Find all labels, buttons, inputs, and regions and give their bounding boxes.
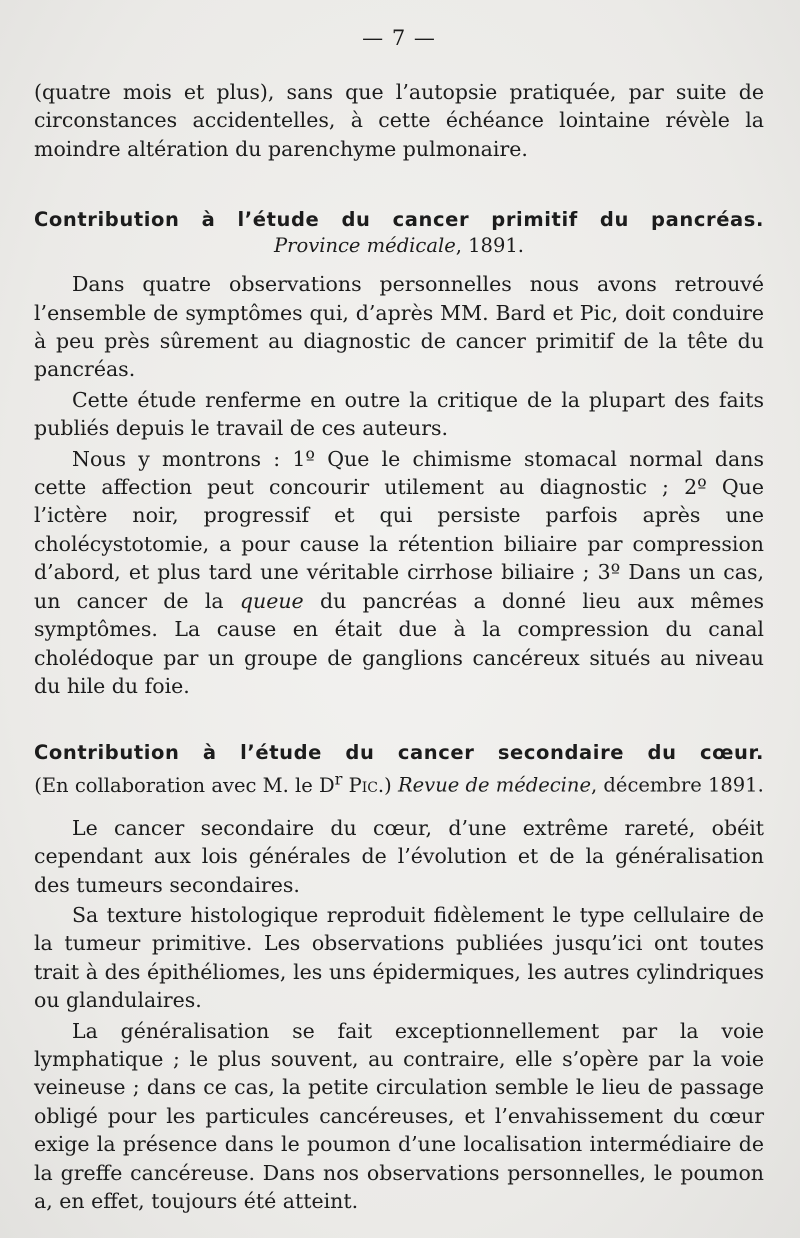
collab-name: Pic.): [342, 773, 392, 797]
text-run: Nous y montrons : 1º Que le chimisme stomacal normal dans cette affection peut concourir utilement au diagnostic ; 2º Que l’ictère noir, progressif et qui persiste parfois après une cholécystotomie, a pour cause la rétention biliaire par compression d’abord, et plus tard une véritable cirrhose biliaire ; 3º Dans un cas, un cancer de la: [34, 446, 764, 613]
opening-paragraph: (quatre mois et plus), sans que l’autopsie pratiquée, par suite de circonstances accidentelles, à cette échéance lointaine révèle la moindre altération du parenchyme pulmonaire.: [34, 80, 764, 161]
journal-name: Revue de médecine: [397, 773, 592, 797]
page-number: — 7 —: [362, 26, 436, 50]
section-title-pancreas: Contribution à l’étude du cancer primitif du pancréas.: [34, 208, 764, 232]
collaboration-note: [34, 769, 392, 797]
paragraph: La généralisation se fait exceptionnellement par la voie lymphatique ; le plus souvent, au contraire, elle s’opère par la voie veineuse ; dans ce cas, la petite circulation semble le lieu de passage obligé pour les particules cancéreuses, et l’envahissement du cœur exige la présence dans le poumon d’une localisation intermédiaire de la greffe cancéreuse. Dans nos observations personnelles, le poumon a, en effet, toujours été atteint.: [34, 1018, 764, 1214]
paragraph: Cette étude renferme en outre la critique de la plupart des faits publiés depuis le travail de ces auteurs.: [34, 387, 764, 441]
italic-term: queue: [239, 588, 304, 613]
journal-name: Province médicale: [274, 234, 456, 258]
journal-date: , décembre 1891.: [591, 773, 764, 797]
journal-year: , 1891.: [455, 234, 524, 258]
collab-superscript: r: [334, 769, 343, 789]
text-run: du pancréas a donné lieu aux mêmes symptômes. La cause en était due à la compression du canal cholédoque par un groupe de ganglions cancéreux situés au niveau du hile du foie.: [34, 588, 764, 698]
paragraph: [34, 445, 764, 701]
section-pancreas: [34, 207, 764, 700]
section-title-coeur: Contribution à l’étude du cancer secondaire du cœur.: [34, 741, 764, 765]
paragraph: Dans quatre observations personnelles nous avons retrouvé l’ensemble de symptômes qui, d’après MM. Bard et Pic, doit conduire à peu près sûrement au diagnostic de cancer primitif de la tête du pancréas.: [34, 272, 764, 382]
section-coeur: [34, 740, 764, 1215]
paragraph: Le cancer secondaire du cœur, d’une extrême rareté, obéit cependant aux lois générales de l’évolution et de la généralisation des tumeurs secondaires.: [34, 815, 764, 897]
source-citation-coeur: [34, 766, 764, 798]
collab-prefix: (En collaboration avec M. le D: [34, 773, 335, 797]
paragraph: Sa texture histologique reproduit fidèlement le type cellulaire de la tumeur primitive. Les observations publiées jusqu’ici ont toutes trait à des épithéliomes, les uns épidermiques, les autres cylindriques ou glandulaires.: [34, 903, 764, 1013]
source-citation-pancreas: [34, 233, 764, 258]
